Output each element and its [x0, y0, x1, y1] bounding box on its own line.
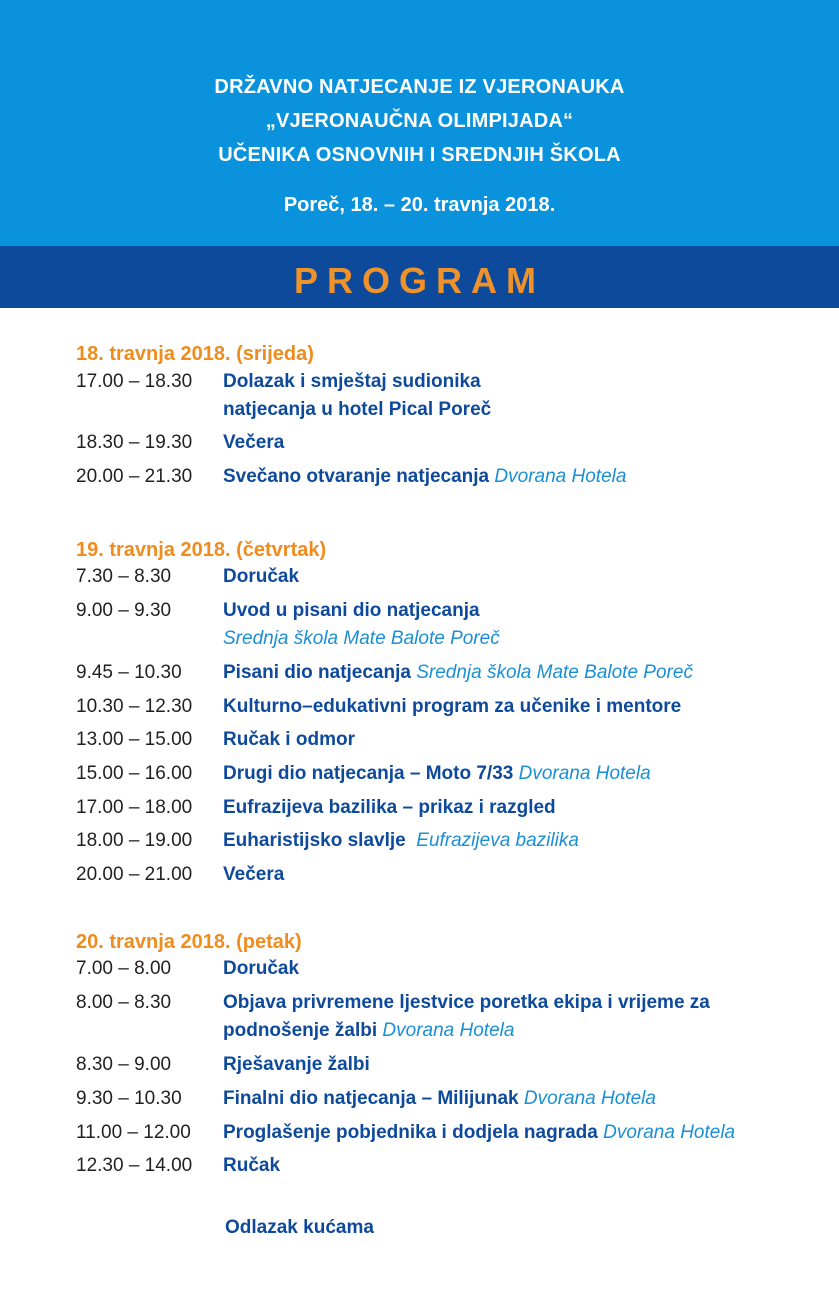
schedule-time: 8.30 – 9.00 [76, 1054, 172, 1075]
schedule-event: Doručak [223, 566, 300, 587]
schedule-time: 10.30 – 12.30 [76, 696, 193, 717]
schedule-event [223, 1119, 735, 1147]
schedule-time: 20.00 – 21.30 [76, 466, 193, 487]
schedule-time: 9.00 – 9.30 [76, 600, 172, 621]
event-text: Dolazak i smještaj sudionika [223, 371, 481, 392]
event-location: Dvorana Hotela [494, 466, 627, 487]
day-section [76, 342, 627, 487]
schedule-event [223, 1085, 656, 1113]
page-header [0, 0, 839, 246]
schedule-time: 15.00 – 16.00 [76, 763, 193, 784]
event-text: Pisani dio natjecanja [223, 662, 411, 683]
schedule-event [223, 368, 491, 424]
header-line-3: UČENIKA OSNOVNIH I SREDNJIH ŠKOLA [218, 144, 621, 166]
program-band [0, 246, 839, 308]
header-line-1: DRŽAVNO NATJECANJE IZ VJERONAUKA [214, 76, 625, 98]
schedule-event: Večera [223, 432, 285, 453]
schedule-event: Ručak [223, 1155, 281, 1176]
schedule-time: 8.00 – 8.30 [76, 992, 172, 1013]
schedule-event: Ručak i odmor [223, 729, 355, 750]
event-location: Dvorana Hotela [603, 1122, 736, 1143]
event-text: Euharistijsko slavlje [223, 830, 406, 851]
day-title: 18. travnja 2018. (srijeda) [76, 343, 314, 365]
schedule-time: 7.30 – 8.30 [76, 566, 172, 587]
schedule-time: 18.00 – 19.00 [76, 830, 193, 851]
event-text: Finalni dio natjecanja – Milijunak [223, 1088, 519, 1109]
day-title: 19. travnja 2018. (četvrtak) [76, 539, 327, 561]
schedule-event [223, 827, 579, 855]
event-text-continued: podnošenje žalbi [223, 1020, 378, 1041]
header-title [0, 70, 839, 172]
schedule-event: Doručak [223, 958, 300, 979]
schedule-event [223, 597, 500, 653]
event-location: Dvorana Hotela [382, 1020, 515, 1041]
schedule-event [223, 760, 651, 788]
schedule-event: Kulturno–edukativni program za učenike i mentore [223, 696, 682, 717]
event-location: Dvorana Hotela [523, 1088, 656, 1109]
day-section [76, 538, 693, 885]
program-title: PROGRAM [294, 260, 545, 301]
event-text: Objava privremene ljestvice poretka ekipa i vrijeme za [223, 992, 710, 1013]
event-text-continued: natjecanja u hotel Pical Poreč [223, 399, 492, 420]
event-location: Srednja škola Mate Balote Poreč [416, 662, 693, 683]
event-location: Srednja škola Mate Balote Poreč [223, 628, 500, 649]
schedule-time: 12.30 – 14.00 [76, 1155, 193, 1176]
event-text: Proglašenje pobjednika i dodjela nagrada [223, 1122, 598, 1143]
header-date: Poreč, 18. – 20. travnja 2018. [283, 194, 556, 216]
schedule-time: 20.00 – 21.00 [76, 864, 193, 885]
event-location: Eufrazijeva bazilika [416, 830, 579, 851]
schedule-time: 9.45 – 10.30 [76, 662, 182, 683]
header-line-2: „VJERONAUČNA OLIMPIJADA“ [265, 110, 574, 132]
schedule-event [223, 463, 626, 491]
schedule-time: 9.30 – 10.30 [76, 1088, 182, 1109]
day-title: 20. travnja 2018. (petak) [76, 931, 302, 953]
event-text: Uvod u pisani dio natjecanja [223, 600, 480, 621]
schedule-time: 7.00 – 8.00 [76, 958, 172, 979]
day-section [76, 930, 736, 1176]
schedule-time: 17.00 – 18.00 [76, 797, 193, 818]
schedule-event: Eufrazijeva bazilika – prikaz i razgled [223, 797, 556, 818]
departure-note: Odlazak kućama [225, 1217, 374, 1238]
schedule-event: Rješavanje žalbi [223, 1054, 370, 1075]
schedule-time: 11.00 – 12.00 [76, 1122, 191, 1143]
schedule-event [223, 989, 710, 1045]
schedule-time: 18.30 – 19.30 [76, 432, 193, 453]
schedule-event [223, 659, 693, 687]
schedule-time: 13.00 – 15.00 [76, 729, 193, 750]
event-text: Svečano otvaranje natjecanja [223, 466, 490, 487]
event-text: Drugi dio natjecanja – Moto 7/33 [223, 763, 514, 784]
schedule-event: Večera [223, 864, 285, 885]
event-location: Dvorana Hotela [518, 763, 651, 784]
schedule-time: 17.00 – 18.30 [76, 371, 193, 392]
